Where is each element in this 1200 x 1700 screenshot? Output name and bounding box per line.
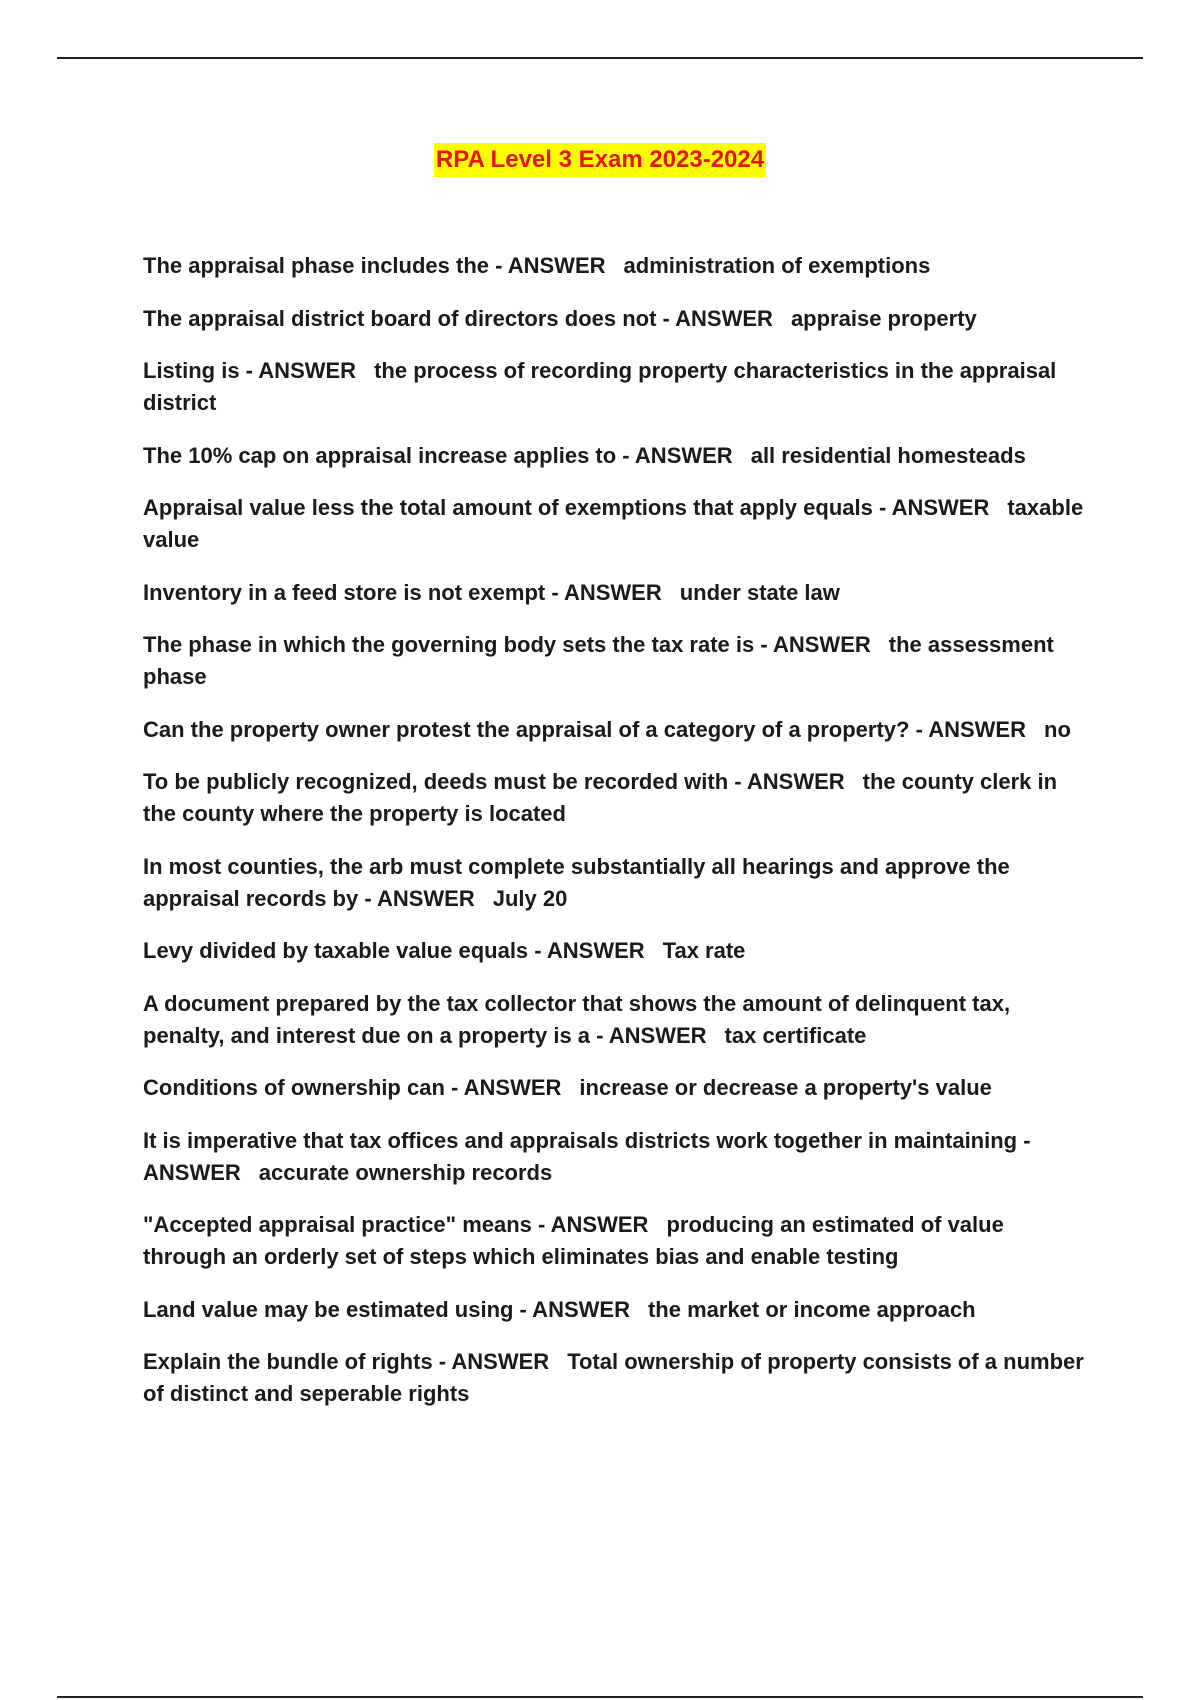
title-container [0,143,1200,177]
qa-item [143,988,1093,1052]
answer-text: under state law [679,579,840,605]
question-text: Listing is - ANSWER [143,358,357,383]
question-text: The 10% cap on appraisal increase applies to - ANSWER [143,442,733,468]
answer-text: taxable value [143,495,1084,552]
question-text: Levy divided by taxable value equals - ANSWER [143,938,645,963]
answer-text: tax certificate [724,1022,867,1048]
top-divider [57,57,1143,59]
qa-list [143,250,1093,1431]
answer-text: the market or income approach [647,1296,976,1322]
answer-text: administration of exemptions [623,253,931,278]
question-text: The appraisal district board of directors does not - ANSWER [143,305,773,331]
question-text: "Accepted appraisal practice" means - ANSWER [143,1212,649,1237]
question-text: It is imperative that tax offices and appraisals districts work together in maintaining - ANSWER [143,1127,1031,1185]
question-text: Conditions of ownership can - ANSWER [143,1075,562,1100]
question-text: A document prepared by the tax collector that shows the amount of delinquent tax, penalty, and interest due on a property is a - ANSWER [143,990,1011,1048]
qa-item [143,851,1093,915]
qa-item [143,714,1093,746]
answer-text: producing an estimated of value through an orderly set of steps which eliminates bias and enable testing [143,1212,1004,1269]
question-text: The phase in which the governing body sets the tax rate is - ANSWER [143,632,871,657]
question-text: Can the property owner protest the appraisal of a category of a property? - ANSWER [143,716,1026,742]
qa-item [143,492,1093,556]
qa-item [143,766,1093,830]
qa-item [143,250,1093,282]
question-text: Explain the bundle of rights - ANSWER [143,1349,550,1374]
question-text: Land value may be estimated using - ANSWER [143,1296,630,1322]
question-text: Appraisal value less the total amount of exemptions that apply equals - ANSWER [143,495,990,520]
qa-item [143,355,1093,419]
qa-item [143,1294,1093,1326]
qa-item [143,1125,1093,1189]
qa-item [143,629,1093,693]
answer-text: appraise property [790,305,977,331]
answer-text: the process of recording property characteristics in the appraisal district [143,358,1057,415]
qa-item [143,440,1093,472]
answer-text: accurate ownership records [258,1159,553,1185]
answer-text: Total ownership of property consists of a number of distinct and seperable rights [143,1349,1084,1406]
answer-text: all residential homesteads [750,442,1026,468]
answer-text: no [1044,716,1071,742]
page-title: RPA Level 3 Exam 2023-2024 [434,143,766,177]
qa-item [143,1346,1093,1410]
bottom-divider [57,1696,1143,1698]
question-text: The appraisal phase includes the - ANSWER [143,253,606,278]
answer-text: the county clerk in the county where the property is located [143,769,1058,826]
answer-text: Tax rate [662,938,746,963]
question-text: Inventory in a feed store is not exempt - ANSWER [143,579,662,605]
answer-text: increase or decrease a property's value [579,1075,992,1100]
qa-item [143,577,1093,609]
qa-item [143,303,1093,335]
qa-item [143,1072,1093,1104]
question-text: In most counties, the arb must complete substantially all hearings and approve the appraisal records by - ANSWER [143,853,1010,911]
answer-text: July 20 [492,885,568,911]
qa-item [143,1209,1093,1273]
answer-text: the assessment phase [143,632,1054,689]
qa-item [143,935,1093,967]
question-text: To be publicly recognized, deeds must be recorded with - ANSWER [143,769,845,794]
